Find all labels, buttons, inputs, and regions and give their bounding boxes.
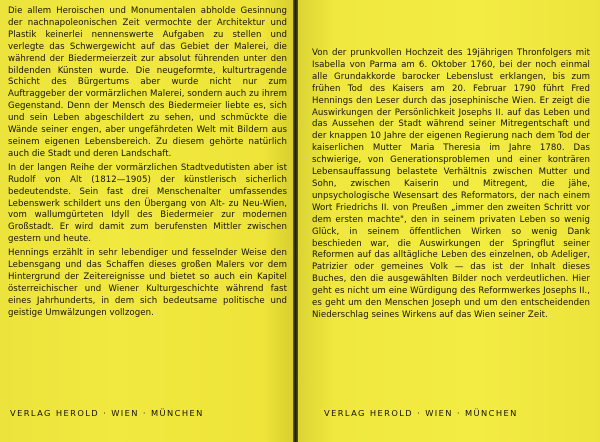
- left-publisher-imprint: VERLAG HEROLD · WIEN · MÜNCHEN: [10, 408, 204, 418]
- right-paragraph-1: Von der prunkvollen Hochzeit des 19jährigen Thronfolgers mit Isabella von Parma am 6. Oktober 1760, bei der noch einmal alle Grundakkorde barocker Lebenslust erklangen, bis zum frühen Tod des Kaisers am 20. Februar 1790 führt Fred Hennings den Leser durch das josephinische Wien. Er zeigt die Auswirkungen der Persönlichkeit Josephs II. auf das Leben und das Aussehen der Stadt während seiner Mitregentschaft und der knappen 10 Jahre der eigenen Regierung nach dem Tod der kaiserlichen Mutter Maria Theresia im Jahre 1780. Das schwierige, von Generationsproblemen und einer konträren Lebensauffassung belastete Verhältnis zwischen Mutter und Sohn, zwischen Kaiserin und Mitregent, die jähe, unpsychologische Wesensart des Reformators, der nach einem Wort Friedrichs II. von Preußen „immer den zweiten Schritt vor dem ersten machte", den in seinem privaten Leben so wenig Glück, in seinem öffentlichen Wirken so wenig Dank beschieden war, die Auswirkungen der Springflut seiner Reformen auf das alltägliche Leben des einzelnen, ob Adeliger, Patrizier oder gemeines Volk — das ist der Inhalt dieses Buches, den die ausgewählten Bilder noch verdeutlichen. Hier geht es nicht um eine Würdigung des Reformwerkes Josephs II., es geht um den Menschen Joseph und um den entscheidenden Niederschlag seines Wirkens auf das Wien seiner Zeit.: [312, 48, 590, 320]
- left-paragraph-3: Hennings erzählt in sehr lebendiger und fesselnder Weise den Lebensgang und das Schaffen dieses großen Malers vor dem Hintergrund der Zeitereignisse und bietet so auch ein Kapitel österreichischer und Wiener Kulturgeschichte während fast eines Jahrhunderts, in dem sich bedeutsame politische und geistige Umwälzungen vollzogen.: [8, 248, 287, 318]
- left-paragraph-1: Die allem Heroischen und Monumentalen abholde Gesinnung der nachnapoleonischen Zeit vermochte der Architektur und Plastik keinerlei nennenswerte Aufgaben zu stellen und verlegte das Schwergewicht auf das Gebiet der Malerei, die während der Biedermeierzeit zur absolut führenden unter den bildenden Künsten wurde. Die neugeformte, kulturtragende Schicht des Bürgertums aber wurde nicht nur zum Auftraggeber der vormärzlichen Malerei, sondern auch zu ihrem Gegenstand. Denn der Mensch des Biedermeier liebte es, sich und sein Leben abgeschildert zu sehen, und schmückte die Wände seiner engen, aber ungefährdeten Welt mit Bildern aus seinem eigenen Lebensbereich. Zu diesem gehörte natürlich auch die Stadt und deren Landschaft.: [8, 6, 287, 159]
- right-flap-text: [312, 48, 590, 324]
- right-publisher-imprint: VERLAG HEROLD · WIEN · MÜNCHEN: [324, 408, 518, 418]
- left-paragraph-2: In der langen Reihe der vormärzlichen Stadtvedutisten aber ist Rudolf von Alt (1812—1905) der künstlerisch sicherlich bedeutendste. Sein fast drei Menschenalter umfassendes Lebenswerk schildert uns den Übergang von Alt- zu Neu-Wien, vom wallumgürteten Idyll des Biedermeier zur modernen Großstadt. Er wird damit zum berufensten Mittler zwischen gestern und heute.: [8, 162, 287, 245]
- left-flap-text: [8, 6, 287, 322]
